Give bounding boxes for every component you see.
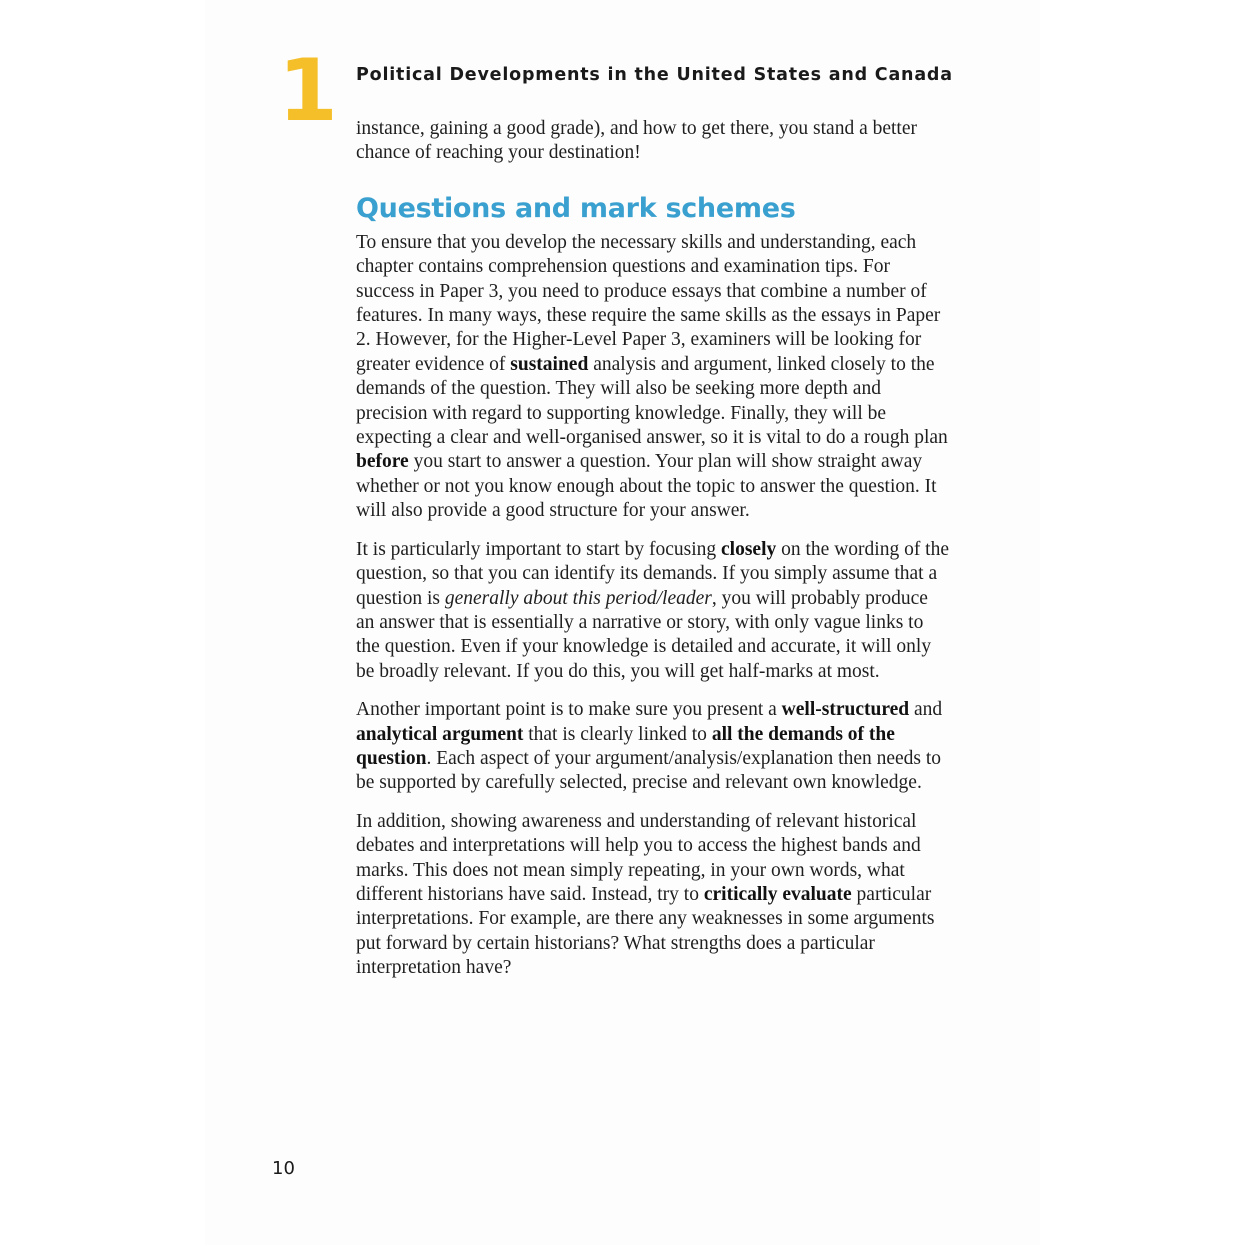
emphasis-text: sustained <box>510 353 589 375</box>
emphasis-text: well-structured <box>781 699 910 721</box>
body-text <box>356 117 951 995</box>
page-number: 10 <box>272 1158 295 1179</box>
paragraph-text: . Each aspect of your argument/analysis/explanation then needs to be supported by carefully selected, precise and relevant own knowledge. <box>356 747 942 794</box>
paragraph-text: and <box>909 699 943 721</box>
chapter-number: 1 <box>278 41 338 141</box>
paragraph-text: Another important point is to make sure you present a <box>356 699 782 721</box>
paragraph-text: on the wording of the question, so that you can identify its demands. If you simply assume that a question is <box>356 538 950 609</box>
italic-text: generally about this period/leader <box>444 587 712 609</box>
paragraph <box>356 698 951 796</box>
paragraph-text: , you will probably produce an answer that is essentially a narrative or story, with only vague links to the question. Even if your knowledge is detailed and accurate, it will only be broadly relevant. If you do this, you will get half-marks at most. <box>356 587 932 682</box>
paragraph-text: To ensure that you develop the necessary skills and understanding, each chapter contains comprehension questions and examination tips. For success in Paper 3, you need to produce essays that combine a number of features. In many ways, these require the same skills as the essays in Paper 2. However, for the Higher-Level Paper 3, examiners will be looking for greater evidence of <box>356 231 941 375</box>
paragraph-text: particular interpretations. For example, are there any weaknesses in some arguments put forward by certain historians? What strengths does a particular interpretation have? <box>356 883 935 979</box>
emphasis-text: all the demands of the question <box>356 723 895 769</box>
paragraph-text: analysis and argument, linked closely to the demands of the question. They will also be seeking more depth and precision with regard to supporting knowledge. Finally, they will be expecting a clear and well-organised answer, so it is vital to do a rough plan <box>356 353 948 449</box>
emphasis-text: critically evaluate <box>703 883 852 905</box>
emphasis-text: analytical argument <box>356 723 524 745</box>
paragraph-text: In addition, showing awareness and understanding of relevant historical debates and interpretations will help you to access the highest bands and marks. This does not mean simply repeating, in your own words, what different historians have said. Instead, try to <box>356 810 921 905</box>
paragraph <box>356 538 951 684</box>
emphasis-text: before <box>356 451 409 473</box>
paragraph-text: that is clearly linked to <box>523 723 712 745</box>
running-head: Political Developments in the United States and Canada <box>356 65 953 85</box>
emphasis-text: closely <box>721 538 777 560</box>
intro-paragraph: instance, gaining a good grade), and how to get there, you stand a better chance of reaching your destination! <box>356 118 917 164</box>
paragraph-text: you start to answer a question. Your plan will show straight away whether or not you know enough about the topic to answer the question. It will also provide a good structure for your answer. <box>356 451 937 522</box>
section-title: Questions and mark schemes <box>356 192 796 224</box>
paragraph <box>356 231 951 524</box>
paragraph-text: It is particularly important to start by focusing <box>356 538 722 560</box>
paragraph <box>356 810 951 981</box>
